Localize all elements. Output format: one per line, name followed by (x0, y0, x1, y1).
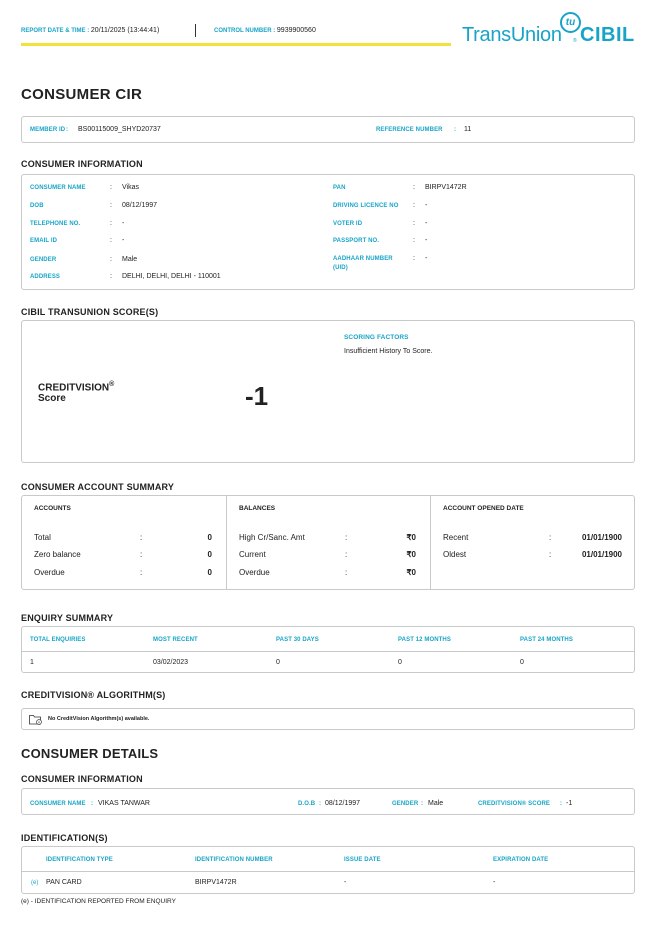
voter-id-label: VOTER ID (333, 221, 363, 227)
dob-value: 08/12/1997 (122, 202, 158, 209)
control-number-value: 9939900560 (276, 27, 316, 34)
telephone-label: TELEPHONE NO. (30, 221, 81, 227)
header-separator (195, 24, 196, 37)
id-row-number: BIRPV1472R (195, 879, 237, 886)
telephone-value: - (122, 220, 125, 227)
score-box (21, 320, 635, 463)
accounts-column: ACCOUNTS Total : 0 Zero balance : 0 Overdue : 0 (34, 505, 212, 577)
email-label: EMAIL ID (30, 238, 58, 244)
aadhaar-label: AADHAAR NUMBER (333, 256, 393, 262)
address-value: DELHI, DELHI, DELHI - 110001 (122, 273, 221, 280)
score-name (38, 379, 114, 404)
accounts-zero-balance-label: Zero balance (34, 550, 81, 559)
balances-overdue-value: ₹0 (406, 568, 416, 577)
reference-number-label: REFERENCE NUMBER (376, 127, 443, 133)
cd-gender-value: Male (428, 800, 444, 807)
identification-footnote: (e) - IDENTIFICATION REPORTED FROM ENQUIRY (21, 898, 176, 905)
consumer-info-box: CONSUMER NAME : Vikas DOB : 08/12/1997 TELEPHONE NO. : - EMAIL ID : - GENDER : Male ADDRESS : DELHI, DELHI, DELHI - 110001 PAN : BIRPV1472R DRIVING LICENCE NO : - VOTER ID : - PASSPORT NO. : - AADHAAR NUMBER (UID) : - (21, 174, 635, 290)
passport-value: - (425, 237, 428, 244)
balances-current-value: ₹0 (406, 550, 416, 559)
balances-current-label: Current (239, 550, 266, 559)
opened-date-title: ACCOUNT OPENED DATE (443, 505, 524, 512)
page-title: CONSUMER CIR (21, 86, 143, 103)
cd-score-value: -1 (566, 800, 573, 807)
score-value: -1 (245, 381, 269, 411)
id-row-issue-date: - (344, 879, 347, 886)
header-underline (21, 43, 451, 46)
opened-recent-value: 01/01/1900 (581, 533, 622, 542)
enquiry-value-past-12m: 0 (398, 659, 402, 666)
aadhaar-value: - (425, 255, 428, 262)
logo-tu-mark: tu (560, 12, 581, 33)
id-row-marker: (e) (31, 880, 39, 886)
enquiry-header-total: TOTAL ENQUIRIES (30, 637, 86, 643)
algorithm-box (21, 708, 635, 730)
reference-number-value: 11 (464, 126, 472, 133)
accounts-total-label: Total (34, 533, 51, 542)
id-header-issue-date: ISSUE DATE (344, 857, 381, 863)
balances-column: BALANCES High Cr/Sanc. Amt : ₹0 Current : ₹0 Overdue : ₹0 (226, 496, 430, 589)
control-number-label: CONTROL NUMBER (214, 28, 272, 34)
member-box: MEMBER ID : BS00115009_SHYD20737 REFERENCE NUMBER : 11 (21, 116, 635, 143)
report-date-label: REPORT DATE & TIME (21, 28, 86, 34)
aadhaar-label-uid: (UID) (333, 265, 348, 271)
enquiry-summary-heading: ENQUIRY SUMMARY (21, 613, 114, 623)
opened-recent-label: Recent (443, 533, 469, 542)
score-name-reg: ® (109, 381, 115, 388)
account-summary-box (21, 495, 635, 590)
consumer-details-box: CONSUMER NAME : VIKAS TANWAR D.O.B : 08/12/1997 GENDER : Male CREDITVISION® SCORE : -1 (21, 788, 635, 815)
consumer-name-label: CONSUMER NAME (30, 185, 86, 191)
logo-cibil-text: CIBIL (580, 24, 635, 46)
cd-name-label: CONSUMER NAME (30, 801, 86, 807)
cd-gender-label: GENDER (392, 801, 419, 807)
consumer-details-heading: CONSUMER DETAILS (21, 746, 159, 761)
balances-title: BALANCES (239, 505, 276, 512)
identification-box (21, 846, 635, 894)
driving-licence-value: - (425, 202, 428, 209)
report-date: REPORT DATE & TIME : 20/11/2025 (13:44:41) (21, 27, 160, 34)
score-name-line1: CREDITVISION (38, 382, 110, 394)
cd-name-value: VIKAS TANWAR (98, 800, 150, 807)
accounts-overdue-label: Overdue (34, 568, 65, 577)
enquiry-header-past-12m: PAST 12 MONTHS (398, 637, 451, 643)
id-header-type: IDENTIFICATION TYPE (46, 857, 113, 863)
id-header-expiration-date: EXPIRATION DATE (493, 857, 549, 863)
id-divider (22, 871, 634, 872)
folder-info-icon (29, 714, 42, 725)
voter-id-value: - (425, 220, 428, 227)
gender-value: Male (122, 256, 138, 263)
member-id-value: BS00115009_SHYD20737 (78, 126, 161, 133)
pan-value: BIRPV1472R (425, 184, 467, 191)
balances-high-credit-value: ₹0 (406, 533, 416, 542)
accounts-overdue-value: 0 (207, 568, 212, 577)
score-heading: CIBIL TRANSUNION SCORE(S) (21, 307, 159, 317)
scoring-factors-text: Insufficient History To Score. (344, 348, 433, 355)
opened-oldest-label: Oldest (443, 550, 467, 559)
enquiry-divider (22, 651, 634, 652)
enquiry-value-total: 1 (30, 659, 34, 666)
id-row-type: PAN CARD (46, 879, 82, 886)
report-date-value: 20/11/2025 (13:44:41) (90, 27, 160, 34)
logo-registered-mark: ® (573, 38, 577, 44)
accounts-total-value: 0 (207, 533, 212, 542)
identification-heading: IDENTIFICATION(S) (21, 833, 108, 843)
balances-high-credit-label: High Cr/Sanc. Amt (239, 533, 305, 542)
id-header-number: IDENTIFICATION NUMBER (195, 857, 273, 863)
accounts-title: ACCOUNTS (34, 505, 71, 512)
passport-label: PASSPORT NO. (333, 238, 380, 244)
cd-dob-label: D.O.B (298, 801, 316, 807)
enquiry-header-past-24m: PAST 24 MONTHS (520, 637, 573, 643)
enquiry-summary-box (21, 626, 635, 673)
transunion-cibil-logo (462, 12, 638, 48)
driving-licence-label: DRIVING LICENCE NO (333, 203, 399, 209)
consumer-info-heading: CONSUMER INFORMATION (21, 159, 143, 169)
gender-label: GENDER (30, 257, 57, 263)
score-name-line2: Score (38, 393, 66, 405)
consumer-name-value: Vikas (122, 184, 139, 191)
enquiry-header-past-30: PAST 30 DAYS (276, 637, 319, 643)
enquiry-value-most-recent: 03/02/2023 (153, 659, 189, 666)
accounts-zero-balance-value: 0 (207, 550, 212, 559)
account-summary-heading: CONSUMER ACCOUNT SUMMARY (21, 482, 175, 492)
balances-overdue-label: Overdue (239, 568, 270, 577)
address-label: ADDRESS (30, 274, 61, 280)
pan-label: PAN (333, 185, 346, 191)
enquiry-header-most-recent: MOST RECENT (153, 637, 198, 643)
consumer-details-info-heading: CONSUMER INFORMATION (21, 774, 143, 784)
member-id-label: MEMBER ID (30, 127, 66, 133)
email-value: - (122, 237, 125, 244)
opened-oldest-value: 01/01/1900 (581, 550, 622, 559)
control-number: CONTROL NUMBER : 9939900560 (214, 27, 316, 34)
enquiry-value-past-24m: 0 (520, 659, 524, 666)
cd-score-label: CREDITVISION® SCORE (478, 801, 550, 807)
opened-date-column: ACCOUNT OPENED DATE Recent : 01/01/1900 Oldest : 01/01/1900 (430, 496, 634, 589)
enquiry-value-past-30: 0 (276, 659, 280, 666)
logo-transunion-text: TransUnion (462, 24, 562, 46)
dob-label: DOB (30, 203, 44, 209)
cd-dob-value: 08/12/1997 (325, 800, 361, 807)
algorithm-message: No CreditVision Algorithm(s) available. (48, 716, 150, 722)
algorithm-heading: CREDITVISION® ALGORITHM(S) (21, 690, 166, 700)
id-row-expiration-date: - (493, 879, 496, 886)
scoring-factors-label: SCORING FACTORS (344, 334, 409, 341)
